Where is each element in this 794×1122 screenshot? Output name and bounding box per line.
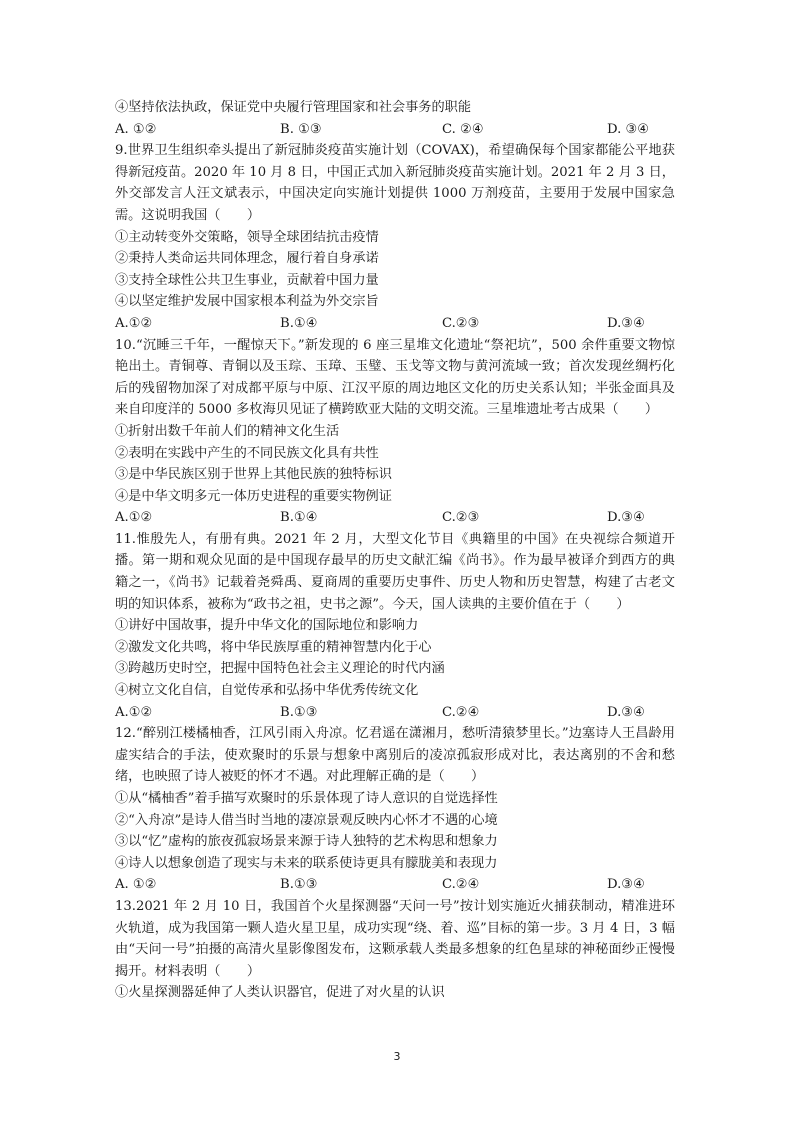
q12-option-c: C.②④ xyxy=(442,877,480,893)
q10-stem: 10.“沉睡三千年，一醒惊天下。”新发现的 6 座三星堆文化遗址“祭祀坑”，500 余件重要文物惊艳出土。青铜尊、青铜以及玉琮、玉璋、玉璧、玉戈等文物与黄河流域一致；首次发现丝绸朽化后的残留物加深了对成都平原与中原、江汉平原的周边地区文化的历史关系认知；半张金面具及来自印度洋的 5000 多枚海贝见证了横跨欧亚大陆的文明交流。三星堆遗址考古成果（ ） xyxy=(115,337,675,418)
q10-statement-3: ③是中华民族区别于世界上其他民族的独特标识 xyxy=(115,467,392,483)
q11-statement-1: ①讲好中国故事，提升中华文化的国际地位和影响力 xyxy=(115,618,419,634)
q11-option-c: C.②④ xyxy=(442,704,480,720)
q10-statement-4: ④是中华文明多元一体历史进程的重要实物例证 xyxy=(115,488,392,504)
q13-statement-1: ①火星探测器延伸了人类认识器官，促进了对火星的认识 xyxy=(115,985,445,1001)
q12-statement-2: ②“入舟凉”是诗人借当时当地的凄凉景观反映内心怀才不遇的心境 xyxy=(115,812,498,828)
q9-statement-3: ③支持全球性公共卫生事业，贡献着中国力量 xyxy=(115,272,379,288)
q12-option-a: A. ①② xyxy=(115,877,157,893)
q9-statement-4: ④以坚定维护发展中国家根本利益为外交宗旨 xyxy=(115,294,379,310)
q8-option-c: C. ②④ xyxy=(442,121,484,137)
exam-page xyxy=(115,97,675,1004)
q9-statement-2: ②秉持人类命运共同体理念，履行着自身承诺 xyxy=(115,251,379,267)
q9-options xyxy=(115,313,675,335)
q10-statement-1: ①折射出数千年前人们的精神文化生活 xyxy=(115,423,340,439)
q10-option-d: D.③④ xyxy=(607,510,645,526)
q10-option-b: B.①④ xyxy=(280,510,318,526)
q11-statement-4: ④树立文化自信，自觉传承和弘扬中华优秀传统文化 xyxy=(115,683,419,699)
q10-options xyxy=(115,507,675,529)
q8-option-a: A. ①② xyxy=(115,121,157,137)
q10-statement-2: ②表明在实践中产生的不同民族文化具有共性 xyxy=(115,445,379,461)
q9-statement-1: ①主动转变外交策略，领导全球团结抗击疫情 xyxy=(115,229,379,245)
q11-option-b: B.①③ xyxy=(280,704,318,720)
q9-option-b: B.①④ xyxy=(280,315,318,331)
q8-options xyxy=(115,119,675,141)
q10-option-a: A.①② xyxy=(115,510,153,526)
q8-option-b: B. ①③ xyxy=(280,121,322,137)
q11-option-d: D.③④ xyxy=(607,704,645,720)
q11-option-a: A.①② xyxy=(115,704,153,720)
q8-statement-4: ④坚持依法执政，保证党中央履行管理国家和社会事务的职能 xyxy=(115,100,472,115)
q11-options xyxy=(115,702,675,724)
q12-statement-3: ③以“忆”虚构的旅夜孤寂场景来源于诗人独特的艺术构思和想象力 xyxy=(115,834,498,850)
q9-option-c: C.②③ xyxy=(442,315,480,331)
q12-option-b: B.①③ xyxy=(280,877,318,893)
q12-statement-1: ①从“橘柚香”着手描写欢聚时的乐景体现了诗人意识的自觉选择性 xyxy=(115,791,498,806)
q13-stem: 13.2021 年 2 月 10 日，我国首个火星探测器“天问一号”按计划实施近火捕获制动，精准进环火轨道，成为我国第一颗人造火星卫星，成功实现“绕、着、巡”目标的第一步。3 月 4 日，3 幅由“天问一号”拍摄的高清火星影像图发布，这颗承载人类最多想象的红色星球的神秘面纱正慢慢揭开。材料表明（ ） xyxy=(115,898,675,979)
q9-option-d: D.③④ xyxy=(607,315,645,331)
q12-option-d: D.③④ xyxy=(607,877,645,893)
q11-statement-3: ③跨越历史时空，把握中国特色社会主义理论的时代内涵 xyxy=(115,661,445,677)
q8-option-d: D. ③④ xyxy=(607,121,650,137)
q10-option-c: C.②③ xyxy=(442,510,480,526)
page-number: 3 xyxy=(393,1050,401,1063)
q12-options xyxy=(115,874,675,896)
q12-statement-4: ④诗人以想象创造了现实与未来的联系使诗更具有朦胧美和表现力 xyxy=(115,855,498,871)
q11-stem: 11.惟殷先人，有册有典。2021 年 2 月，大型文化节目《典籍里的中国》在央视综合频道开播。第一期和观众见面的是中国现存最早的历史文献汇编《尚书》。作为最早被译介到西方的典籍之一，《尚书》记载着尧舜禹、夏商周的重要历史事件、历史人物和历史智慧，构建了古老文明的知识体系，被称为“政书之祖，史书之源”。今天，国人读典的主要价值在于（ ） xyxy=(115,531,675,612)
q9-option-a: A.①② xyxy=(115,315,153,331)
q11-statement-2: ②激发文化共鸣，将中华民族厚重的精神智慧内化于心 xyxy=(115,639,432,655)
q12-stem: 12.“醉别江楼橘柚香，江风引雨入舟凉。忆君遥在潇湘月，愁听清猿梦里长。”边塞诗人王昌龄用虚实结合的手法，使欢聚时的乐景与想象中离别后的凌凉孤寂形成对比，表达离别的不舍和愁绪，也映照了诗人被贬的怀才不遇。对此理解正确的是（ ） xyxy=(115,726,675,785)
q9-stem: 9.世界卫生组织牵头提出了新冠肺炎疫苗实施计划（COVAX)，希望确保每个国家都能公平地获得新冠疫苗。2020 年 10 月 8 日，中国正式加入新冠肺炎疫苗实施计划。2021 年 2 月 3 日，外交部发言人汪文斌表示，中国决定向实施计划提供 1000 万剂疫苗，主要用于发展中国家急需。这说明我国（ ） xyxy=(115,143,675,223)
